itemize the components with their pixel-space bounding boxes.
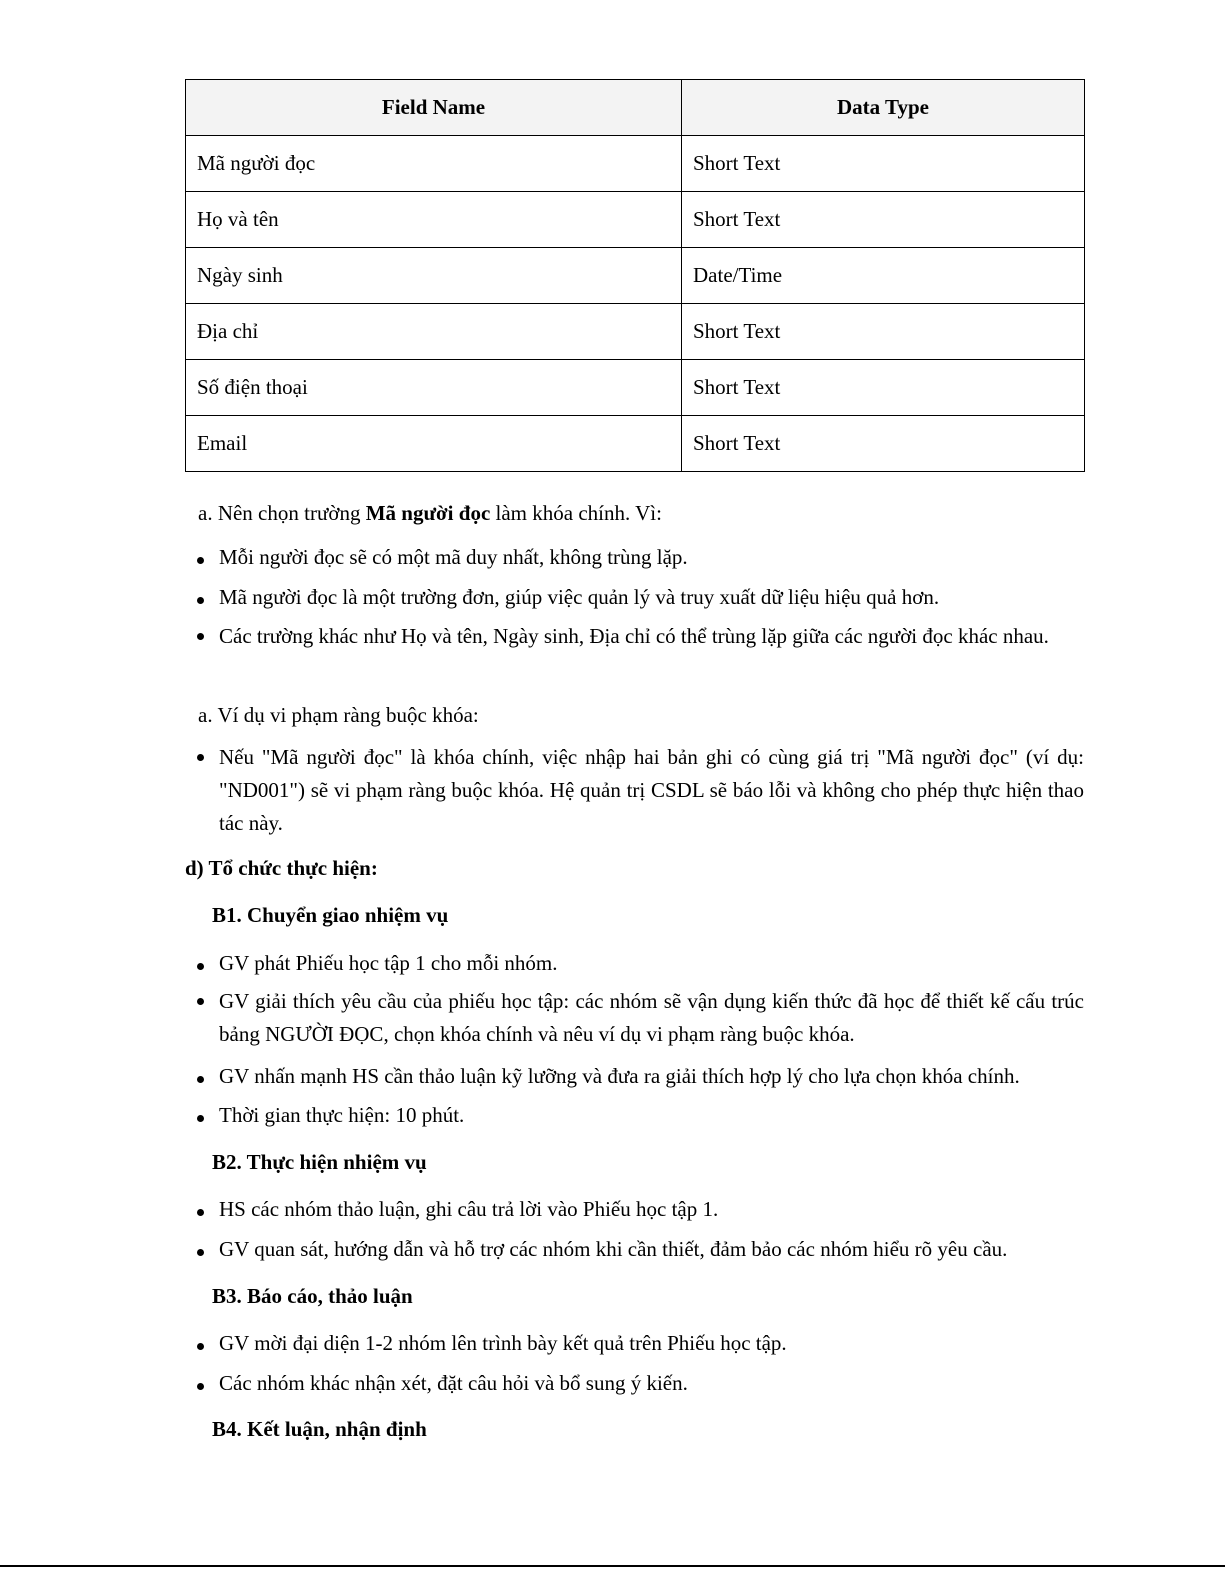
list-item: Mỗi người đọc sẽ có một mã duy nhất, không trùng lặp. — [219, 545, 688, 569]
primary-key-field: Mã người đọc — [365, 501, 491, 525]
table-row — [186, 136, 1085, 192]
table-row — [186, 360, 1085, 416]
list-item: Các trường khác như Họ và tên, Ngày sinh, Địa chỉ có thể trùng lặp giữa các người đọc khác nhau. — [219, 620, 1084, 653]
field-name-cell: Email — [186, 416, 682, 472]
table-header-row — [186, 80, 1085, 136]
field-name-cell: Mã người đọc — [186, 136, 682, 192]
list-item: GV mời đại diện 1-2 nhóm lên trình bày kết quả trên Phiếu học tập. — [219, 1331, 787, 1355]
step-b1-title: B1. Chuyển giao nhiệm vụ — [212, 903, 449, 927]
step-b3-title: B3. Báo cáo, thảo luận — [212, 1284, 413, 1308]
list-item: Mã người đọc là một trường đơn, giúp việc quản lý và truy xuất dữ liệu hiệu quả hơn. — [219, 585, 940, 609]
section-d-title: d) Tổ chức thực hiện: — [185, 856, 378, 880]
data-type-cell: Short Text — [682, 416, 1085, 472]
primary-key-heading: a. Nên chọn trường Mã người đọc làm khóa chính. Vì: — [198, 501, 662, 525]
list-item: Các nhóm khác nhận xét, đặt câu hỏi và bổ sung ý kiến. — [219, 1371, 688, 1395]
reader-table-structure — [185, 79, 1085, 472]
list-item: GV quan sát, hướng dẫn và hỗ trợ các nhóm khi cần thiết, đảm bảo các nhóm hiểu rõ yêu cầu. — [219, 1237, 1008, 1261]
step-b4-title: B4. Kết luận, nhận định — [212, 1417, 427, 1441]
list-item: GV nhấn mạnh HS cần thảo luận kỹ lưỡng và đưa ra giải thích hợp lý cho lựa chọn khóa chính. — [219, 1064, 1020, 1088]
field-name-cell: Họ và tên — [186, 192, 682, 248]
list-item: GV phát Phiếu học tập 1 cho mỗi nhóm. — [219, 951, 558, 975]
step-b2-title: B2. Thực hiện nhiệm vụ — [212, 1150, 427, 1174]
data-type-cell: Short Text — [682, 192, 1085, 248]
data-type-cell: Short Text — [682, 136, 1085, 192]
data-type-cell: Date/Time — [682, 248, 1085, 304]
table-row — [186, 192, 1085, 248]
field-name-cell: Địa chỉ — [186, 304, 682, 360]
list-item: Nếu "Mã người đọc" là khóa chính, việc nhập hai bản ghi có cùng giá trị "Mã người đọc" (ví dụ: "ND001") sẽ vi phạm ràng buộc khóa. Hệ quản trị CSDL sẽ báo lỗi và không cho phép thực hiện thao tác này. — [219, 741, 1084, 840]
data-type-cell: Short Text — [682, 360, 1085, 416]
list-item: Thời gian thực hiện: 10 phút. — [219, 1103, 465, 1127]
column-header-field-name: Field Name — [186, 80, 682, 136]
list-item: HS các nhóm thảo luận, ghi câu trả lời vào Phiếu học tập 1. — [219, 1197, 719, 1221]
field-name-cell: Số điện thoại — [186, 360, 682, 416]
data-type-cell: Short Text — [682, 304, 1085, 360]
page-bottom-divider — [0, 1565, 1225, 1567]
list-item: GV giải thích yêu cầu của phiếu học tập: các nhóm sẽ vận dụng kiến thức đã học để thiết kế cấu trúc bảng NGƯỜI ĐỌC, chọn khóa chính và nêu ví dụ vi phạm ràng buộc khóa. — [219, 985, 1084, 1051]
column-header-data-type: Data Type — [682, 80, 1085, 136]
table-row — [186, 304, 1085, 360]
field-name-cell: Ngày sinh — [186, 248, 682, 304]
key-violation-heading: a. Ví dụ vi phạm ràng buộc khóa: — [198, 703, 479, 727]
table-row — [186, 416, 1085, 472]
table-row — [186, 248, 1085, 304]
